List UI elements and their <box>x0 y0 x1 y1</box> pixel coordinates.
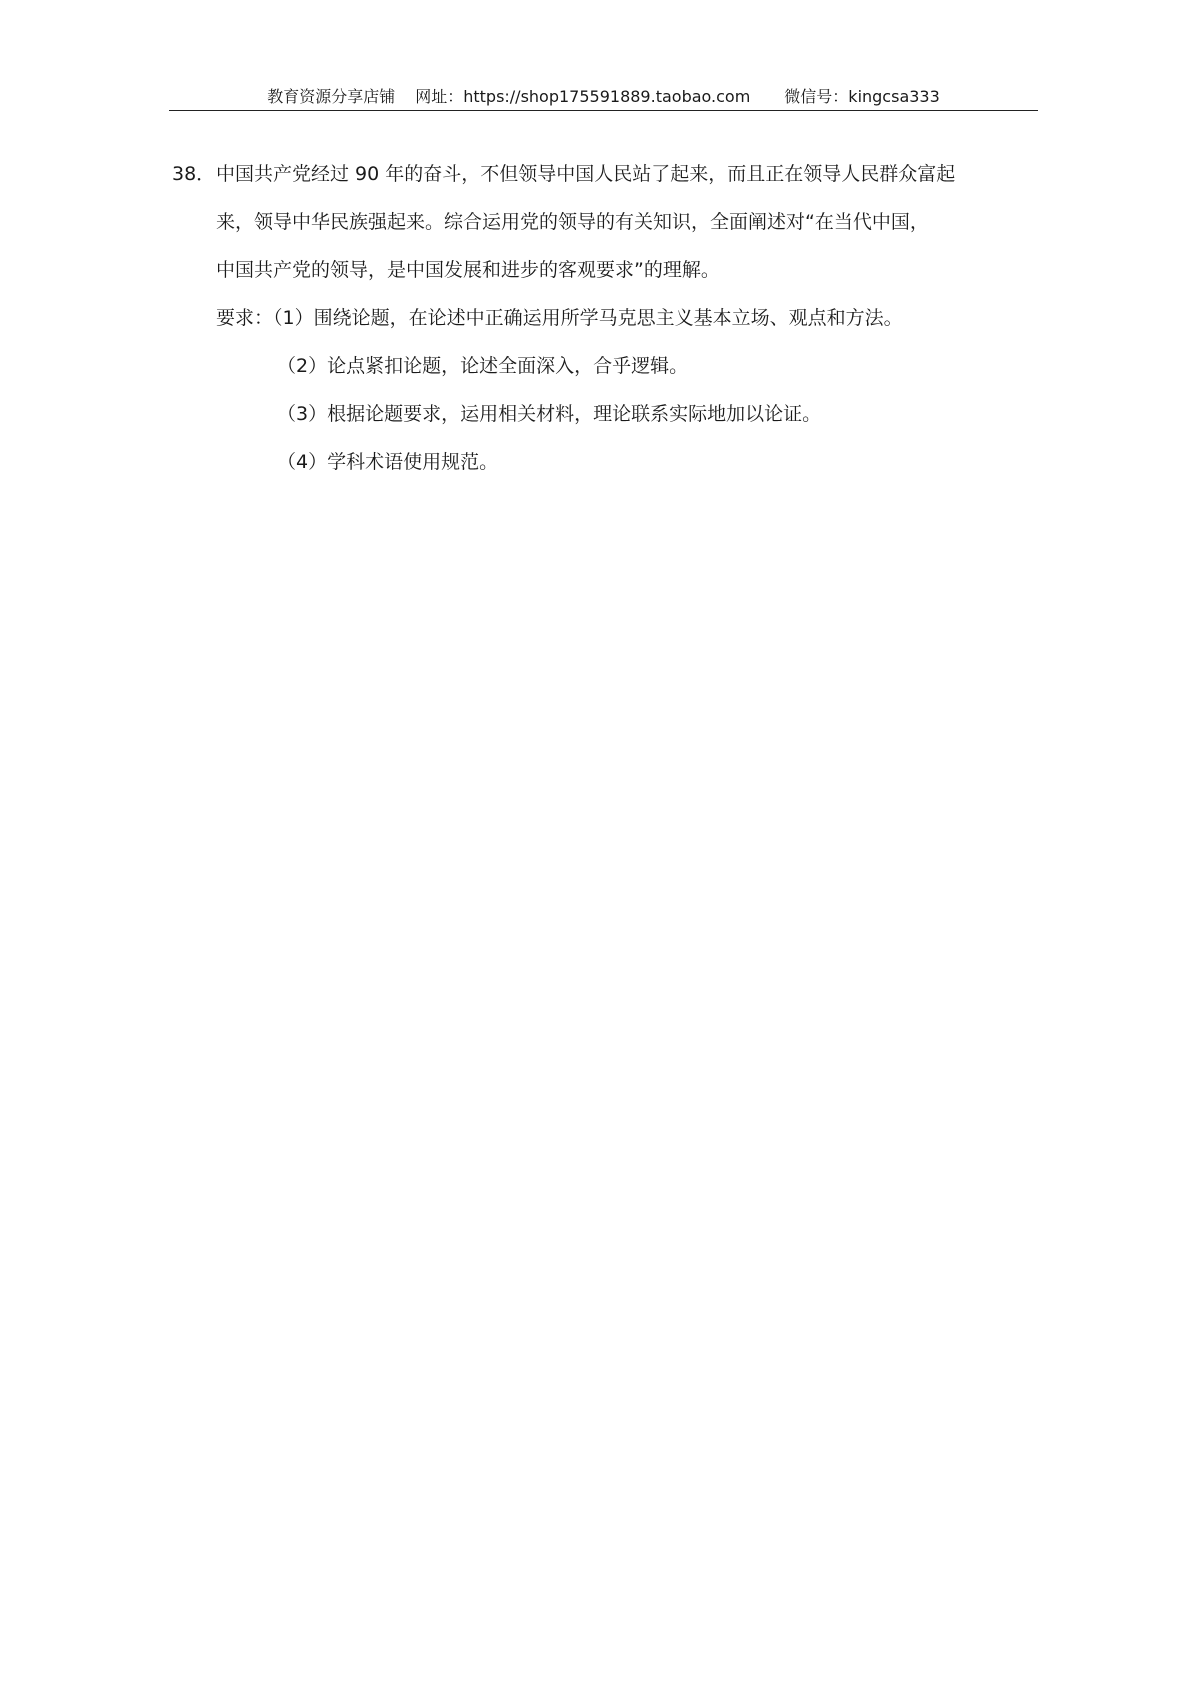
header-shop-url: 网址：https://shop175591889.taobao.com <box>415 87 751 106</box>
header-shop-name: 教育资源分享店铺 <box>267 87 396 106</box>
requirement-3: （3）根据论题要求，运用相关材料，理论联系实际地加以论证。 <box>277 403 822 425</box>
question-text-line-1: 中国共产党经过 90 年的奋斗，不但领导中国人民站了起来，而且正在领导人民群众富起 <box>216 163 956 185</box>
question-line <box>172 150 1040 198</box>
header-divider <box>169 110 1038 111</box>
question-number: 38． <box>172 163 216 185</box>
requirement-2: （2）论点紧扣论题，论述全面深入，合乎逻辑。 <box>277 355 689 377</box>
question-block <box>172 150 1040 486</box>
page-header <box>169 84 1038 110</box>
requirement-4: （4）学科术语使用规范。 <box>277 451 499 473</box>
question-text-line-2: 来，领导中华民族强起来。综合运用党的领导的有关知识，全面阐述对“在当代中国， <box>216 211 929 233</box>
question-text-line-3: 中国共产党的领导，是中国发展和进步的客观要求”的理解。 <box>216 259 720 281</box>
header-wechat-id: 微信号：kingcsa333 <box>784 87 940 106</box>
requirement-1: 要求：（1）围绕论题，在论述中正确运用所学马克思主义基本立场、观点和方法。 <box>216 307 903 329</box>
